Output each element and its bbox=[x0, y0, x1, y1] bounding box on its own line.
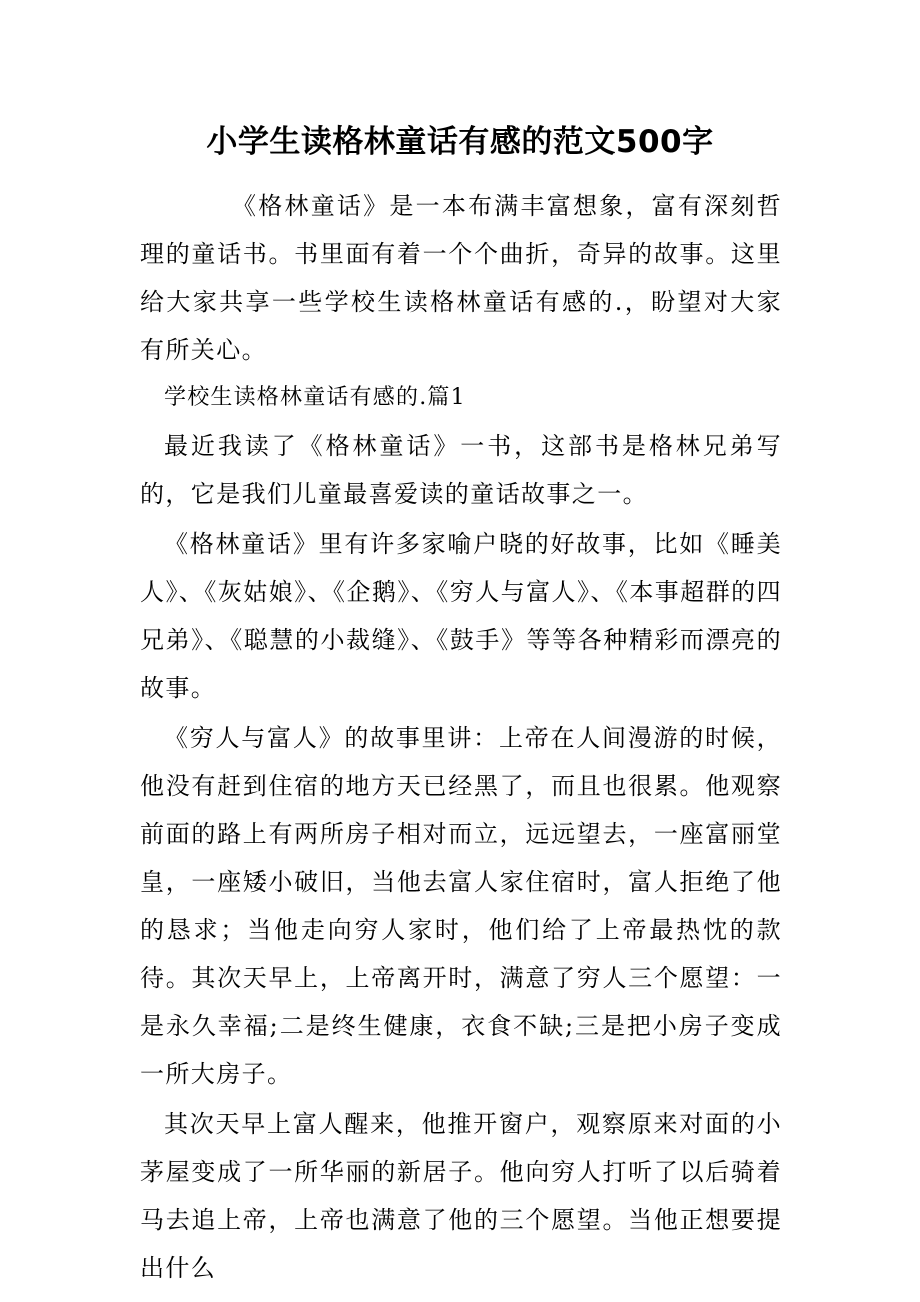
body-paragraph-4: 其次天早上富人醒来，他推开窗户，观察原来对面的小茅屋变成了一所华丽的新居子。他向穷人打听了以后骑着马去追上帝，上帝也满意了他的三个愿望。当他正想要提出什么 bbox=[140, 1110, 782, 1282]
document-body bbox=[140, 182, 782, 1294]
body-paragraph-1: 最近我读了《格林童话》一书，这部书是格林兄弟写的，它是我们儿童最喜爱读的童话故事之一。 bbox=[140, 432, 782, 508]
document-title: 小学生读格林童话有感的范文500字 bbox=[206, 124, 714, 160]
body-paragraph-3: 《穷人与富人》的故事里讲：上帝在人间漫游的时候，他没有赶到住宿的地方天已经黑了，而且也很累。他观察前面的路上有两所房子相对而立，远远望去，一座富丽堂皇，一座矮小破旧，当他去富人家住宿时，富人拒绝了他的恳求；当他走向穷人家时，他们给了上帝最热忱的款待。其次天早上，上帝离开时，满意了穷人三个愿望：一是永久幸福;二是终生健康，衣食不缺;三是把小房子变成一所大房子。 bbox=[140, 724, 782, 1088]
intro-paragraph: 《格林童话》是一本布满丰富想象，富有深刻哲理的童话书。书里面有着一个个曲折，奇异的故事。这里给大家共享一些学校生读格林童话有感的.，盼望对大家有所关心。 bbox=[140, 192, 782, 364]
body-paragraph-2: 《格林童话》里有许多家喻户晓的好故事，比如《睡美人》、《灰姑娘》、《企鹅》、《穷人与富人》、《本事超群的四兄弟》、《聪慧的小裁缝》、《鼓手》等等各种精彩而漂亮的故事。 bbox=[140, 530, 782, 702]
section-heading: 学校生读格林童话有感的.篇1 bbox=[164, 385, 466, 410]
